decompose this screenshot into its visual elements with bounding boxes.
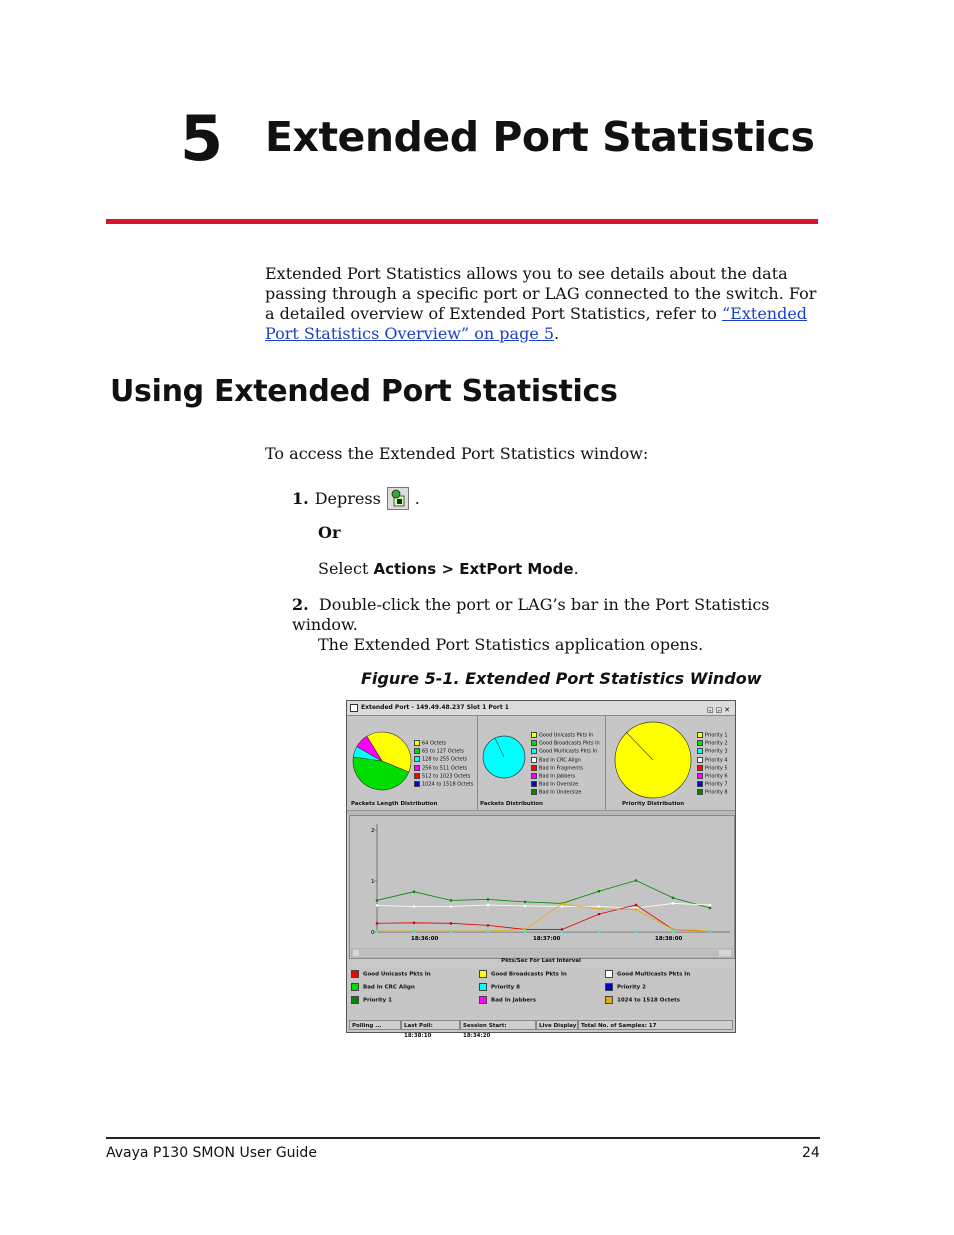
footer-title: Avaya P130 SMON User Guide — [106, 1145, 317, 1161]
pie-legend-item — [531, 748, 600, 756]
intro-paragraph — [265, 264, 825, 344]
series-line — [377, 880, 710, 908]
priority-distribution-pane — [606, 716, 735, 810]
menu-path: Actions > ExtPort Mode — [373, 560, 574, 578]
y-tick-label: 0 — [371, 930, 375, 936]
series-point — [450, 905, 453, 908]
step-period: . — [414, 488, 420, 508]
step-1 — [292, 487, 420, 510]
series-point — [635, 879, 638, 882]
graph-legend-item[interactable] — [605, 983, 646, 992]
series-point — [524, 905, 527, 908]
pie-legend-item — [414, 740, 474, 748]
legend-swatch — [414, 773, 420, 779]
pie-legend-item — [531, 789, 600, 797]
packets-distribution-pane — [478, 716, 606, 810]
x-tick-label: 18:38:00 — [655, 936, 683, 942]
series-point — [672, 930, 675, 933]
step-number: 1. — [292, 488, 309, 508]
series-point — [598, 913, 601, 916]
series-point — [561, 903, 564, 906]
pane-label: Packets Length Distribution — [351, 801, 438, 807]
graph-legend-item[interactable] — [605, 970, 690, 979]
footer-divider — [106, 1137, 820, 1139]
series-point — [487, 924, 490, 927]
legend-label: 64 Octets — [422, 740, 447, 747]
series-point — [598, 930, 601, 933]
legend-label: Bad In Fragments — [539, 765, 583, 772]
series-point — [413, 905, 416, 908]
pie-legend-item — [414, 748, 474, 756]
legend-swatch — [531, 765, 537, 771]
step-text: Double-click the port or LAG’s bar in the Port Statistics window. — [292, 595, 770, 634]
legend-label: Priority 8 — [705, 789, 728, 796]
pie-legend-item — [531, 773, 600, 781]
pie-legend-item — [697, 781, 728, 789]
legend-label: Bad In Oversize — [539, 781, 579, 788]
legend-swatch — [414, 756, 420, 762]
legend-swatch — [531, 789, 537, 795]
window-controls-icon[interactable]: ◱◲✕ — [706, 706, 732, 714]
legend-swatch — [531, 781, 537, 787]
legend-swatch — [414, 748, 420, 754]
legend-label: Priority 7 — [705, 781, 728, 788]
pie-legend-item — [697, 732, 728, 740]
legend-swatch — [351, 983, 359, 991]
series-point — [413, 930, 416, 933]
graph-legend — [349, 967, 733, 1018]
legend-label: 1024 to 1518 Octets — [617, 997, 680, 1004]
y-tick-label: 2 — [371, 828, 375, 834]
status-live-display: Live Display — [536, 1020, 578, 1030]
status-last-poll: Last Poll: 18:38:10 — [401, 1020, 460, 1030]
legend-label: Priority 4 — [705, 757, 728, 764]
pie-legend-item — [531, 740, 600, 748]
series-point — [487, 930, 490, 933]
legend-label: Good Unicasts Pkts In — [363, 971, 431, 978]
overview-link[interactable]: “Extended Port Statistics Overview” on page 5 — [265, 304, 808, 343]
legend-swatch — [605, 983, 613, 991]
legend-label: Good Broadcasts Pkts In — [539, 740, 600, 747]
graph-legend-item[interactable] — [351, 983, 415, 992]
intro-text: Extended Port Statistics allows you to see details about the data passing through a specific port or LAG connected to the switch. For a detailed overview of Extended Port Statistics, refer to — [265, 264, 817, 323]
pane-label: Packets Distribution — [480, 801, 543, 807]
series-point — [598, 908, 601, 911]
legend-label: 65 to 127 Octets — [422, 748, 464, 755]
series-point — [450, 922, 453, 925]
legend-label: 512 to 1023 Octets — [422, 773, 471, 780]
pie-legend-item — [531, 765, 600, 773]
select-instruction — [318, 559, 579, 579]
legend-label: Bad In Jabbers — [491, 997, 536, 1004]
step-number: 2. — [292, 595, 309, 614]
series-line — [377, 903, 710, 908]
legend-swatch — [531, 740, 537, 746]
pie-legend-item — [414, 756, 474, 764]
legend-swatch — [531, 732, 537, 738]
step-2 — [292, 595, 832, 655]
packets-length-pane — [347, 716, 478, 810]
series-point — [598, 890, 601, 893]
status-sample-count: Total No. of Samples: 17 — [578, 1020, 733, 1030]
priority-distribution-legend — [697, 732, 728, 798]
legend-swatch — [697, 757, 703, 763]
step-text: Depress — [314, 488, 381, 508]
series-point — [635, 930, 638, 933]
select-text: Select — [318, 559, 374, 578]
legend-swatch — [605, 970, 613, 978]
legend-swatch — [697, 781, 703, 787]
pie-legend-item — [414, 765, 474, 773]
pane-label: Priority Distribution — [622, 801, 685, 807]
legend-label: Good Unicasts Pkts In — [539, 732, 594, 739]
graph-legend-item[interactable] — [479, 996, 536, 1005]
series-point — [598, 905, 601, 908]
legend-label: Good Broadcasts Pkts In — [491, 971, 567, 978]
legend-swatch — [531, 773, 537, 779]
chapter-title: Extended Port Statistics — [265, 113, 815, 161]
page-number: 24 — [802, 1145, 820, 1161]
legend-swatch — [479, 983, 487, 991]
legend-label: 256 to 511 Octets — [422, 765, 468, 772]
legend-label: Priority 3 — [705, 748, 728, 755]
series-point — [413, 922, 416, 925]
scrollbar-thumb[interactable] — [359, 950, 719, 956]
graph-legend-item[interactable] — [479, 983, 520, 992]
status-bar — [349, 1020, 733, 1039]
series-point — [376, 899, 379, 902]
x-tick-label: 18:37:00 — [533, 936, 561, 942]
pie-legend-item — [697, 773, 728, 781]
legend-swatch — [479, 970, 487, 978]
series-point — [376, 904, 379, 907]
legend-label: Good Multicasts Pkts In — [617, 971, 691, 978]
legend-label: Bad In Jabbers — [539, 773, 576, 780]
series-point — [635, 908, 638, 911]
series-point — [450, 930, 453, 933]
legend-swatch — [605, 996, 613, 1004]
legend-swatch — [414, 781, 420, 787]
legend-swatch — [697, 732, 703, 738]
series-point — [376, 930, 379, 933]
legend-swatch — [414, 765, 420, 771]
legend-swatch — [697, 773, 703, 779]
series-point — [524, 901, 527, 904]
window-icon — [350, 704, 358, 712]
series-point — [709, 907, 712, 910]
series-line — [377, 905, 710, 932]
graph-x-label: Pkts/Sec For Last Interval — [501, 958, 581, 964]
legend-label: Priority 6 — [705, 773, 728, 780]
series-point — [672, 902, 675, 905]
series-point — [487, 898, 490, 901]
traffic-line-graph — [349, 815, 735, 959]
packets-length-pie — [351, 730, 413, 792]
graph-legend-item[interactable] — [351, 996, 392, 1005]
step-continuation: The Extended Port Statistics application opens. — [318, 635, 704, 654]
series-point — [672, 897, 675, 900]
lead-text: To access the Extended Port Statistics window: — [265, 444, 649, 463]
legend-swatch — [697, 765, 703, 771]
series-point — [487, 904, 490, 907]
legend-swatch — [697, 740, 703, 746]
series-line — [377, 904, 710, 931]
series-point — [561, 905, 564, 908]
figure-caption: Figure 5-1. Extended Port Statistics Window — [361, 669, 762, 688]
extended-port-window-screenshot — [346, 700, 736, 1039]
packets-distribution-pie — [481, 734, 527, 780]
series-point — [524, 930, 527, 933]
series-point — [413, 890, 416, 893]
y-tick-label: 1 — [371, 879, 375, 885]
series-point — [450, 899, 453, 902]
series-point — [635, 904, 638, 907]
status-session-start: Session Start: 18:34:20 — [460, 1020, 536, 1030]
legend-swatch — [414, 740, 420, 746]
packets-length-legend — [414, 740, 474, 789]
graph-legend-item[interactable] — [351, 970, 431, 979]
series-point — [709, 930, 712, 933]
legend-swatch — [697, 748, 703, 754]
series-point — [561, 930, 564, 933]
series-point — [709, 904, 712, 907]
window-title: Extended Port - 149.49.48.237 Slot 1 Port 1 — [361, 704, 509, 711]
legend-label: Bad In Undersize — [539, 789, 582, 796]
legend-label: 1024 to 1518 Octets — [422, 781, 474, 788]
legend-swatch — [531, 757, 537, 763]
window-title-bar — [347, 701, 735, 716]
graph-legend-item[interactable] — [479, 970, 567, 979]
legend-label: Priority 2 — [617, 984, 646, 991]
pie-legend-item — [531, 781, 600, 789]
series-point — [376, 922, 379, 925]
pie-legend-item — [531, 757, 600, 765]
legend-swatch — [351, 970, 359, 978]
legend-label: Priority 2 — [705, 740, 728, 747]
chapter-divider — [106, 219, 818, 224]
legend-swatch — [697, 789, 703, 795]
legend-label: Bad In CRC Align — [363, 984, 415, 991]
legend-label: Priority 1 — [363, 997, 392, 1004]
graph-legend-item[interactable] — [605, 996, 680, 1005]
legend-label: Good Multicasts Pkts In — [539, 748, 598, 755]
legend-swatch — [531, 748, 537, 754]
pie-legend-item — [697, 757, 728, 765]
pie-legend-item — [414, 773, 474, 781]
x-tick-label: 18:36:00 — [411, 936, 439, 942]
legend-label: Bad In CRC Align — [539, 757, 581, 764]
pie-legend-item — [414, 781, 474, 789]
legend-label: Priority 1 — [705, 732, 728, 739]
pie-legend-item — [697, 740, 728, 748]
packets-distribution-legend — [531, 732, 600, 798]
chapter-number: 5 — [180, 102, 224, 175]
pie-legend-item — [697, 789, 728, 797]
legend-swatch — [351, 996, 359, 1004]
pie-legend-item — [531, 732, 600, 740]
extport-mode-icon[interactable] — [387, 487, 409, 510]
intro-end: . — [554, 324, 560, 343]
legend-label: Priority 8 — [491, 984, 520, 991]
select-end: . — [573, 559, 579, 578]
status-polling: Polling ... — [349, 1020, 401, 1030]
legend-swatch — [479, 996, 487, 1004]
legend-label: Priority 5 — [705, 765, 728, 772]
priority-distribution-pie — [613, 720, 693, 800]
section-title: Using Extended Port Statistics — [110, 374, 618, 409]
pie-legend-item — [697, 748, 728, 756]
or-label: Or — [318, 523, 341, 542]
pie-legend-item — [697, 765, 728, 773]
legend-label: 128 to 255 Octets — [422, 756, 468, 763]
